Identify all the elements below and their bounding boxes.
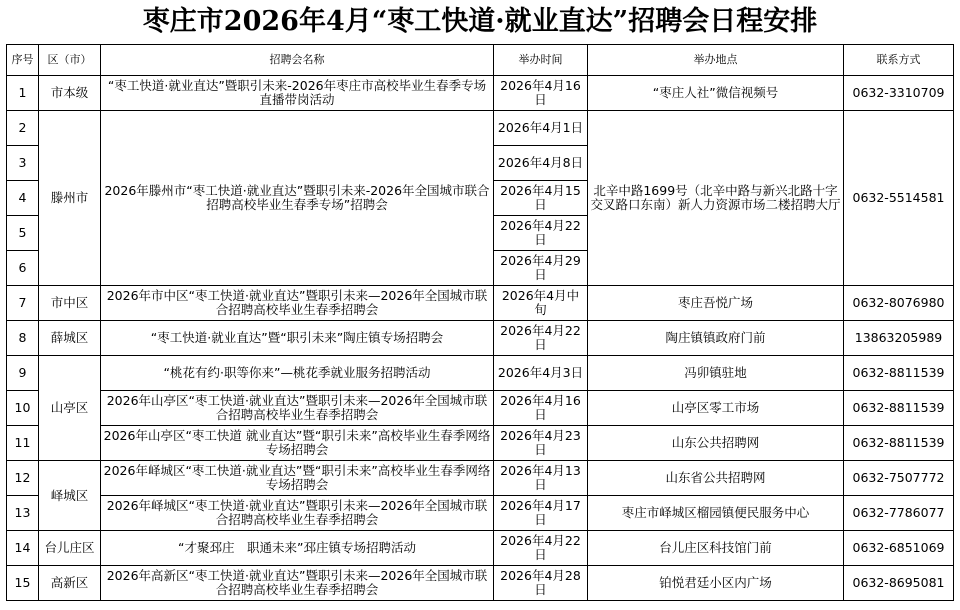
table-row bbox=[7, 321, 954, 356]
table-row bbox=[7, 496, 954, 531]
cell-place: 山亭区零工市场 bbox=[588, 391, 844, 426]
cell-no: 5 bbox=[7, 216, 39, 251]
cell-name: 2026年峄城区“枣工快道·就业直达”暨职引未来—2026年全国城市联合招聘高校毕业生春季招聘会 bbox=[101, 496, 494, 531]
cell-phone: 0632-8076980 bbox=[844, 286, 954, 321]
cell-time: 2026年4月23日 bbox=[494, 426, 588, 461]
cell-phone: 13863205989 bbox=[844, 321, 954, 356]
cell-no: 11 bbox=[7, 426, 39, 461]
cell-district: 市中区 bbox=[39, 286, 101, 321]
cell-time: 2026年4月22日 bbox=[494, 321, 588, 356]
header-time: 举办时间 bbox=[494, 45, 588, 76]
cell-time: 2026年4月1日 bbox=[494, 111, 588, 146]
cell-time: 2026年4月22日 bbox=[494, 531, 588, 566]
cell-time: 2026年4月16日 bbox=[494, 76, 588, 111]
cell-no: 13 bbox=[7, 496, 39, 531]
cell-time: 2026年4月15日 bbox=[494, 181, 588, 216]
cell-time: 2026年4月17日 bbox=[494, 496, 588, 531]
cell-phone: 0632-7507772 bbox=[844, 461, 954, 496]
schedule-table bbox=[6, 44, 954, 601]
cell-phone: 0632-8695081 bbox=[844, 566, 954, 601]
cell-name: “才聚邳庄 职通未来”邳庄镇专场招聘活动 bbox=[101, 531, 494, 566]
table-row bbox=[7, 531, 954, 566]
cell-name: 2026年山亭区“枣工快道 就业直达”暨“职引未来”高校毕业生春季网络专场招聘会 bbox=[101, 426, 494, 461]
cell-district: 滕州市 bbox=[39, 111, 101, 286]
cell-name: 2026年山亭区“枣工快道·就业直达”暨职引未来—2026年全国城市联合招聘高校毕业生春季招聘会 bbox=[101, 391, 494, 426]
cell-district: 市本级 bbox=[39, 76, 101, 111]
cell-place: 北辛中路1699号（北辛中路与新兴北路十字交叉路口东南）新人力资源市场二楼招聘大厅 bbox=[588, 111, 844, 286]
cell-no: 14 bbox=[7, 531, 39, 566]
cell-time: 2026年4月中旬 bbox=[494, 286, 588, 321]
cell-district: 山亭区 bbox=[39, 356, 101, 461]
cell-name: 2026年市中区“枣工快道·就业直达”暨职引未来—2026年全国城市联合招聘高校毕业生春季招聘会 bbox=[101, 286, 494, 321]
table-row bbox=[7, 356, 954, 391]
cell-name: “枣工快道·就业直达”暨“职引未来”陶庄镇专场招聘会 bbox=[101, 321, 494, 356]
cell-place: 铂悦君廷小区内广场 bbox=[588, 566, 844, 601]
cell-district: 高新区 bbox=[39, 566, 101, 601]
header-name: 招聘会名称 bbox=[101, 45, 494, 76]
table-row bbox=[7, 111, 954, 146]
cell-no: 1 bbox=[7, 76, 39, 111]
cell-time: 2026年4月13日 bbox=[494, 461, 588, 496]
cell-name: “桃花有约·职等你来”—桃花季就业服务招聘活动 bbox=[101, 356, 494, 391]
cell-district: 峄城区 bbox=[39, 461, 101, 531]
cell-time: 2026年4月22日 bbox=[494, 216, 588, 251]
cell-time: 2026年4月3日 bbox=[494, 356, 588, 391]
cell-time: 2026年4月16日 bbox=[494, 391, 588, 426]
cell-no: 15 bbox=[7, 566, 39, 601]
cell-no: 9 bbox=[7, 356, 39, 391]
table-row bbox=[7, 461, 954, 496]
cell-no: 8 bbox=[7, 321, 39, 356]
table-header-row bbox=[7, 45, 954, 76]
table-row bbox=[7, 391, 954, 426]
cell-time: 2026年4月29日 bbox=[494, 251, 588, 286]
header-place: 举办地点 bbox=[588, 45, 844, 76]
cell-phone: 0632-8811539 bbox=[844, 391, 954, 426]
cell-place: “枣庄人社”微信视频号 bbox=[588, 76, 844, 111]
cell-name: 2026年峄城区“枣工快道·就业直达”暨“职引未来”高校毕业生春季网络专场招聘会 bbox=[101, 461, 494, 496]
table-row bbox=[7, 426, 954, 461]
cell-place: 陶庄镇镇政府门前 bbox=[588, 321, 844, 356]
header-no: 序号 bbox=[7, 45, 39, 76]
table-row bbox=[7, 286, 954, 321]
cell-district: 薛城区 bbox=[39, 321, 101, 356]
header-phone: 联系方式 bbox=[844, 45, 954, 76]
table-row bbox=[7, 76, 954, 111]
table-row bbox=[7, 566, 954, 601]
cell-phone: 0632-8811539 bbox=[844, 356, 954, 391]
cell-place: 冯卯镇驻地 bbox=[588, 356, 844, 391]
cell-name: 2026年滕州市“枣工快道·就业直达”暨职引未来-2026年全国城市联合招聘高校毕业生春季专场”招聘会 bbox=[101, 111, 494, 286]
cell-phone: 0632-5514581 bbox=[844, 111, 954, 286]
cell-name: “枣工快道·就业直达”暨职引未来-2026年枣庄市高校毕业生春季专场直播带岗活动 bbox=[101, 76, 494, 111]
cell-place: 台儿庄区科技馆门前 bbox=[588, 531, 844, 566]
cell-phone: 0632-3310709 bbox=[844, 76, 954, 111]
cell-time: 2026年4月8日 bbox=[494, 146, 588, 181]
cell-place: 枣庄吾悦广场 bbox=[588, 286, 844, 321]
cell-phone: 0632-8811539 bbox=[844, 426, 954, 461]
cell-no: 7 bbox=[7, 286, 39, 321]
cell-name: 2026年高新区“枣工快道·就业直达”暨职引未来—2026年全国城市联合招聘高校毕业生春季招聘会 bbox=[101, 566, 494, 601]
cell-no: 6 bbox=[7, 251, 39, 286]
cell-phone: 0632-6851069 bbox=[844, 531, 954, 566]
cell-district: 台儿庄区 bbox=[39, 531, 101, 566]
header-district: 区（市） bbox=[39, 45, 101, 76]
cell-no: 12 bbox=[7, 461, 39, 496]
cell-place: 山东公共招聘网 bbox=[588, 426, 844, 461]
cell-no: 4 bbox=[7, 181, 39, 216]
page-title: 枣庄市2026年4月“枣工快道·就业直达”招聘会日程安排 bbox=[142, 6, 818, 37]
cell-time: 2026年4月28日 bbox=[494, 566, 588, 601]
cell-place: 枣庄市峄城区榴园镇便民服务中心 bbox=[588, 496, 844, 531]
cell-no: 3 bbox=[7, 146, 39, 181]
cell-no: 2 bbox=[7, 111, 39, 146]
cell-no: 10 bbox=[7, 391, 39, 426]
cell-phone: 0632-7786077 bbox=[844, 496, 954, 531]
cell-place: 山东省公共招聘网 bbox=[588, 461, 844, 496]
